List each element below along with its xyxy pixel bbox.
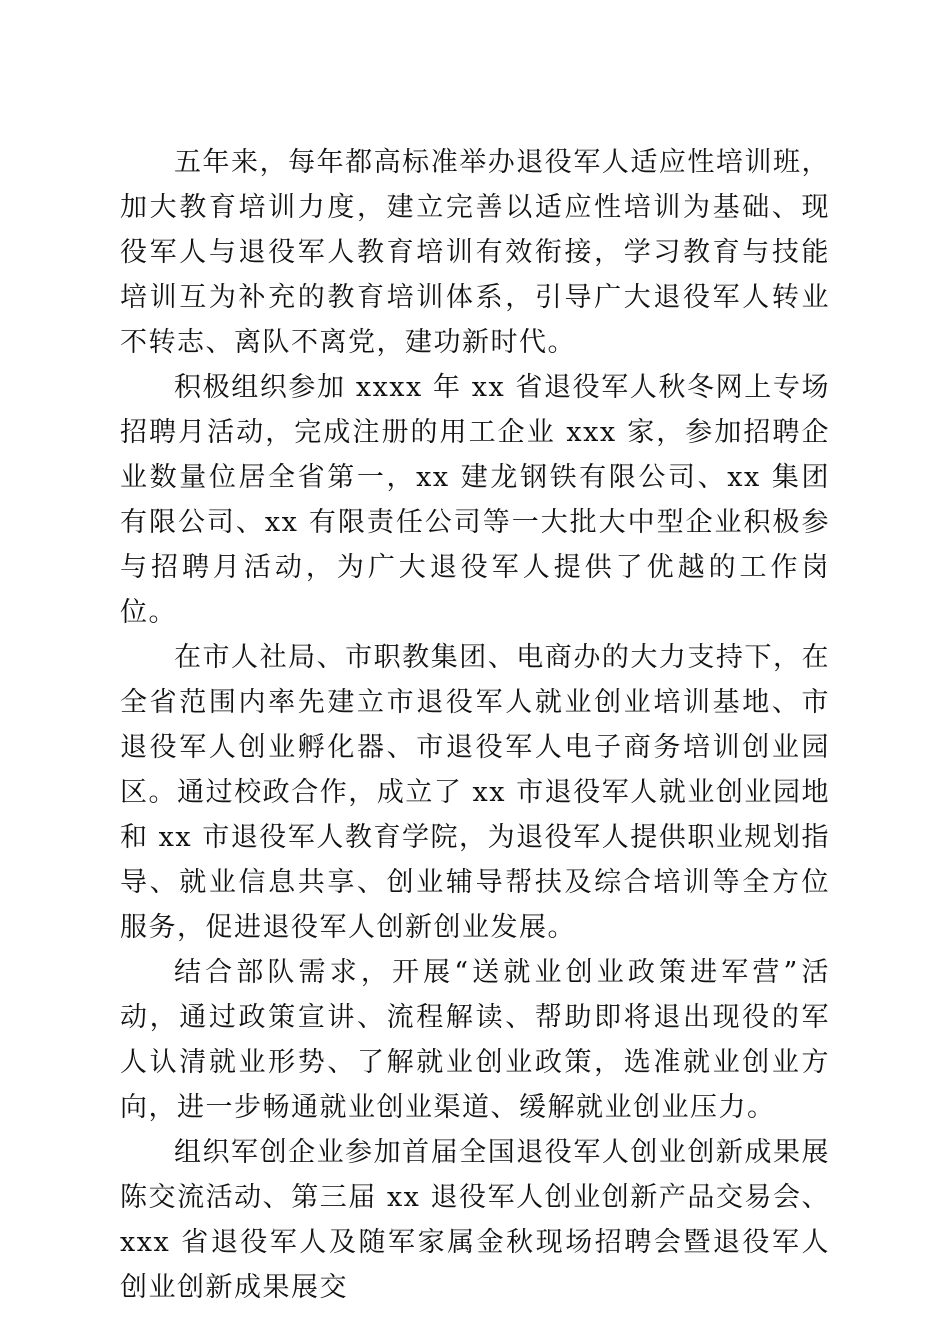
paragraph-recruitment: 积极组织参加 xxxx 年 xx 省退役军人秋冬网上专场招聘月活动，完成注册的用工企业 xxx 家，参加招聘企业数量位居全省第一，xx 建龙钢铁有限公司、xx 集团有限公司、xx 有限责任公司等一大批大中型企业积极参与招聘月活动，为广大退役军人提供了优越的工作岗位。 xyxy=(120,372,830,628)
document-body xyxy=(120,140,830,1310)
paragraph-policy-outreach: 结合部队需求，开展“送就业创业政策进军营”活动，通过政策宣讲、流程解读、帮助即将退出现役的军人认清就业形势、了解就业创业政策，选准就业创业方向，进一步畅通就业创业渠道、缓解就业创业压力。 xyxy=(120,957,830,1123)
paragraph-exhibition: 组织军创企业参加首届全国退役军人创业创新成果展陈交流活动、第三届 xx 退役军人创业创新产品交易会、xxx 省退役军人及随军家属金秋现场招聘会暨退役军人创业创新成果展交 xyxy=(120,1137,830,1303)
paragraph-entrepreneurship-base: 在市人社局、市职教集团、电商办的大力支持下，在全省范围内率先建立市退役军人就业创业培训基地、市退役军人创业孵化器、市退役军人电子商务培训创业园区。通过校政合作，成立了 xx 市退役军人就业创业园地和 xx 市退役军人教育学院，为退役军人提供职业规划指导、就业信息共享、创业辅导帮扶及综合培训等全方位服务，促进退役军人创新创业发展。 xyxy=(120,642,830,943)
paragraph-training: 五年来，每年都高标准举办退役军人适应性培训班，加大教育培训力度，建立完善以适应性培训为基础、现役军人与退役军人教育培训有效衔接，学习教育与技能培训互为补充的教育培训体系，引导广大退役军人转业不转志、离队不离党，建功新时代。 xyxy=(120,147,830,358)
